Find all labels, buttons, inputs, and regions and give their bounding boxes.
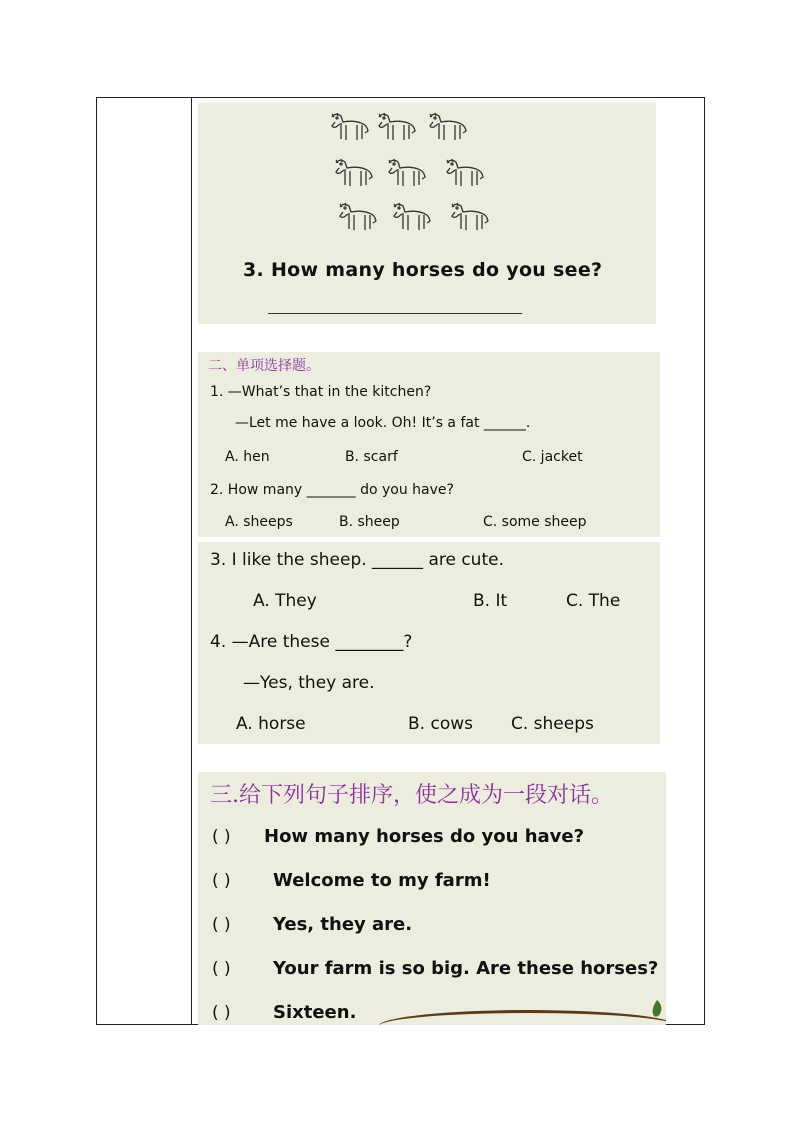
horse-icon xyxy=(326,111,372,147)
q1-option-c: C. jacket xyxy=(522,449,583,465)
dialogue-sentence-4: Your farm is so big. Are these horses? xyxy=(273,958,659,979)
order-blank-3[interactable]: ( ) xyxy=(212,915,231,935)
table-column-divider xyxy=(191,97,192,1025)
horse-icon xyxy=(424,111,470,147)
q3-option-b: B. It xyxy=(473,591,508,611)
horses-question-panel xyxy=(198,103,656,324)
q4-option-c: C. sheeps xyxy=(511,714,594,734)
order-blank-4[interactable]: ( ) xyxy=(212,959,231,979)
q1-option-b: B. scarf xyxy=(345,449,398,465)
q3-option-a: A. They xyxy=(253,591,317,611)
decorative-ground-arc xyxy=(378,1010,666,1025)
dialogue-sentence-1: How many horses do you have? xyxy=(264,826,585,847)
horse-icon xyxy=(330,157,376,193)
q4-line1: 4. —Are these ________? xyxy=(210,632,413,652)
horse-icon xyxy=(383,157,429,193)
horse-icon xyxy=(388,201,434,237)
q1-line2: —Let me have a look. Oh! It’s a fat ______. xyxy=(235,415,531,431)
q2-option-b: B. sheep xyxy=(339,514,400,530)
section-title-single-choice: 二、单项选择题。 xyxy=(208,358,320,374)
single-choice-panel-2 xyxy=(198,542,660,744)
q4-option-a: A. horse xyxy=(236,714,306,734)
q4-option-b: B. cows xyxy=(408,714,473,734)
q2-option-c: C. some sheep xyxy=(483,514,587,530)
horse-icon xyxy=(441,157,487,193)
sentence-ordering-panel xyxy=(198,772,666,1025)
section-title-ordering: 三.给下列句子排序，使之成为一段对话。 xyxy=(210,783,613,808)
q2-line: 2. How many _______ do you have? xyxy=(210,482,454,498)
dialogue-sentence-5: Sixteen. xyxy=(273,1002,357,1023)
horses-question: 3. How many horses do you see? xyxy=(243,259,603,281)
order-blank-1[interactable]: ( ) xyxy=(212,827,231,847)
dialogue-sentence-2: Welcome to my farm! xyxy=(273,870,491,891)
order-blank-5[interactable]: ( ) xyxy=(212,1003,231,1023)
q3-line: 3. I like the sheep. ______ are cute. xyxy=(210,550,504,570)
horse-icon xyxy=(373,111,419,147)
single-choice-panel-1 xyxy=(198,352,660,537)
dialogue-sentence-3: Yes, they are. xyxy=(273,914,413,935)
q4-line2: —Yes, they are. xyxy=(243,673,375,693)
horse-icon xyxy=(334,201,380,237)
answer-blank-line xyxy=(268,313,522,314)
q2-option-a: A. sheeps xyxy=(225,514,293,530)
order-blank-2[interactable]: ( ) xyxy=(212,871,231,891)
q3-option-c: C. The xyxy=(566,591,621,611)
q1-line1: 1. —What’s that in the kitchen? xyxy=(210,384,432,400)
leaf-icon xyxy=(650,1000,664,1020)
horse-icon xyxy=(446,201,492,237)
q1-option-a: A. hen xyxy=(225,449,270,465)
